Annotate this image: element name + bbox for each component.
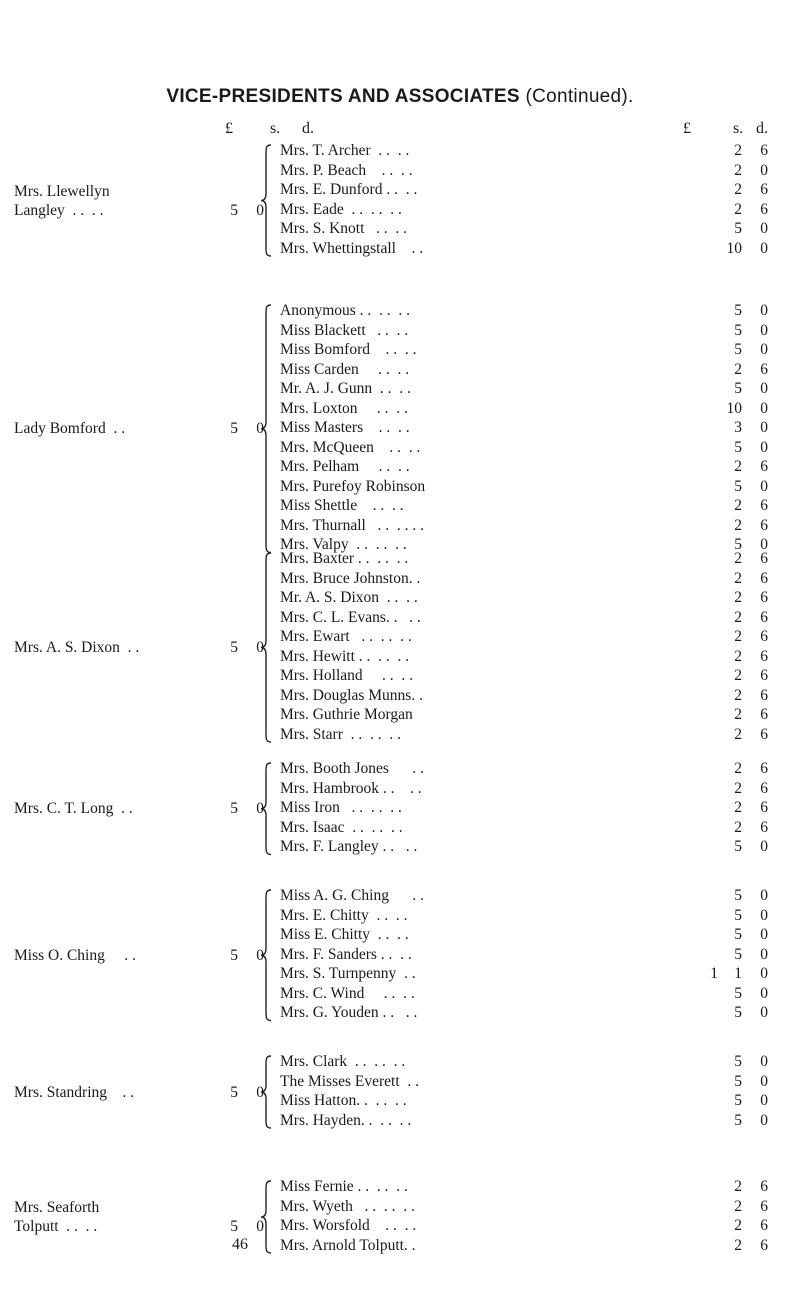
associate-shillings: 2 [734, 725, 742, 743]
associate-shillings: 2 [734, 589, 742, 606]
vice-president [0, 182, 280, 220]
vice-president-name: Miss O. Ching . . [14, 946, 136, 964]
associate-row [0, 341, 800, 361]
associate-row [0, 458, 800, 478]
associate-name: Miss Hatton. . . . . . [280, 1092, 407, 1109]
vice-president-name: Langley . . . . [14, 201, 104, 219]
vice-president [0, 419, 280, 438]
associate-pence: 0 [760, 477, 768, 495]
associate-name: Mrs. Worsfold . . . . [280, 1217, 417, 1234]
associate-shillings: 10 [726, 399, 742, 417]
associate-shillings: 2 [734, 516, 742, 534]
associate-pence: 0 [760, 239, 768, 257]
left-shillings-header: s. [270, 120, 281, 137]
associate-name: Mr. A. S. Dixon . . . . [280, 589, 418, 606]
associate-pence: 0 [760, 1053, 768, 1070]
associate-row [0, 1112, 800, 1132]
associate-shillings: 2 [734, 799, 742, 816]
vice-president-name: Mrs. C. T. Long . . [14, 800, 133, 818]
associate-name: Mrs. Hayden. . . . . . [280, 1111, 412, 1129]
left-pence-header: d. [302, 120, 314, 137]
subscription-group [0, 302, 800, 556]
associate-name: Mrs. Loxton . . . . [280, 399, 408, 417]
associate-pence: 0 [760, 1072, 768, 1090]
group-brace [258, 302, 274, 556]
subscription-group [0, 550, 800, 745]
associate-pence: 6 [760, 647, 768, 665]
associate-shillings: 5 [734, 945, 742, 963]
vice-president [0, 1083, 280, 1102]
associate-pence: 0 [760, 536, 768, 553]
group-brace [258, 1053, 274, 1131]
associate-row [0, 965, 800, 985]
associate-name: Miss Blackett . . . . [280, 321, 409, 339]
associate-row [0, 1004, 800, 1024]
associate-name: Mrs. Pelham . . . . [280, 458, 410, 475]
associate-pence: 6 [760, 686, 768, 704]
associate-pence: 0 [760, 1111, 768, 1129]
associate-shillings: 2 [734, 497, 742, 514]
associate-pence: 0 [760, 1004, 768, 1021]
associate-pence: 0 [760, 945, 768, 963]
group-brace [258, 760, 274, 858]
associate-name: Mr. A. J. Gunn . . . . [280, 380, 411, 397]
associate-pence: 6 [760, 550, 768, 567]
associate-row [0, 726, 800, 746]
associate-row [0, 380, 800, 400]
associate-shillings: 5 [734, 1072, 742, 1090]
associate-shillings: 5 [734, 1111, 742, 1129]
vice-president [0, 946, 280, 965]
associate-pence: 6 [760, 760, 768, 777]
associate-shillings: 5 [734, 926, 742, 943]
vice-president-name: Tolputt . . . . [14, 1218, 98, 1235]
associate-row [0, 550, 800, 570]
associate-row [0, 907, 800, 927]
associate-pence: 0 [760, 926, 768, 943]
associate-name: Mrs. F. Langley . . . . [280, 838, 418, 855]
page-title [0, 86, 800, 108]
associate-row [0, 706, 800, 726]
associate-shillings: 5 [734, 380, 742, 397]
subscription-group [0, 760, 800, 858]
associate-pence: 0 [760, 906, 768, 924]
associate-name: Miss Carden . . . . [280, 360, 410, 378]
associate-shillings: 2 [734, 1236, 742, 1254]
associate-name: Mrs. Hewitt . . . . . . [280, 647, 410, 665]
vice-president-name: Mrs. Standring . . [14, 1083, 135, 1101]
associate-pence: 0 [760, 438, 768, 456]
associate-row [0, 667, 800, 687]
vice-president-name: Mrs. Llewellyn [14, 182, 110, 200]
associate-shillings: 2 [734, 628, 742, 645]
associate-pence: 0 [760, 341, 768, 358]
associate-name: Mrs. Wyeth . . . . . . [280, 1197, 415, 1215]
vice-president-shillings: 5 [230, 420, 238, 438]
associate-shillings: 3 [734, 419, 742, 436]
associate-shillings: 5 [734, 887, 742, 904]
associate-name: Mrs. E. Chitty . . . . [280, 906, 408, 924]
associate-name: Miss Fernie . . . . . . [280, 1178, 408, 1195]
associate-row [0, 240, 800, 260]
vice-president-pence: 0 [256, 946, 264, 964]
associate-shillings: 2 [734, 161, 742, 179]
associate-name: Mrs. Hambrook . . . . [280, 779, 422, 797]
associate-name: Mrs. T. Archer . . . . [280, 142, 410, 159]
associate-name: Miss Iron . . . . . . [280, 799, 402, 816]
associate-row [0, 220, 800, 240]
group-brace [258, 142, 274, 259]
vice-president [0, 1198, 280, 1236]
subscription-group [0, 1053, 800, 1131]
associate-name: Miss A. G. Ching . . [280, 887, 424, 904]
associate-pence: 6 [760, 1197, 768, 1215]
associate-shillings: 5 [734, 477, 742, 495]
associate-name: Mrs. Booth Jones . . [280, 760, 424, 777]
vice-president-shillings: 5 [230, 1218, 238, 1235]
associate-row [0, 162, 800, 182]
vice-president-pence: 0 [256, 420, 264, 438]
associate-pence: 6 [760, 799, 768, 816]
associate-shillings: 2 [734, 200, 742, 218]
associate-shillings: 2 [734, 706, 742, 723]
associate-pence: 0 [760, 399, 768, 417]
associate-pence: 0 [760, 838, 768, 855]
associate-name: Mrs. E. Dunford . . . . [280, 181, 418, 198]
associate-row [0, 609, 800, 629]
associate-row [0, 1053, 800, 1073]
associate-shillings: 5 [734, 321, 742, 339]
associate-pence: 6 [760, 458, 768, 475]
associate-row [0, 400, 800, 420]
associate-shillings: 2 [734, 458, 742, 475]
associate-name: Mrs. S. Knott . . . . [280, 220, 408, 237]
right-pence-header: d. [756, 120, 768, 137]
associate-name: Mrs. F. Sanders . . . . [280, 945, 412, 963]
associate-shillings: 2 [734, 569, 742, 587]
associate-row [0, 780, 800, 800]
right-pounds-header: £ [683, 120, 691, 137]
associate-name: Mrs. Ewart . . . . . . [280, 628, 412, 645]
associate-name: Mrs. Baxter . . . . . . [280, 550, 409, 567]
vice-president-pence: 0 [256, 1083, 264, 1101]
associate-row [0, 142, 800, 162]
group-brace [258, 887, 274, 1024]
associate-pence: 6 [760, 142, 768, 159]
title-main: VICE-PRESIDENTS AND ASSOCIATES [166, 86, 520, 107]
associate-name: Mrs. Clark . . . . . . [280, 1053, 406, 1070]
associate-shillings: 2 [734, 818, 742, 836]
associate-name: Mrs. P. Beach . . . . [280, 161, 413, 179]
associate-row [0, 570, 800, 590]
associate-name: Mrs. Thurnall . . . . . . [280, 516, 424, 534]
group-brace [258, 550, 274, 745]
associate-shillings: 2 [734, 1217, 742, 1234]
vice-president-shillings: 5 [230, 946, 238, 964]
associate-pence: 6 [760, 1178, 768, 1195]
associate-name: Miss Bomford . . . . [280, 341, 417, 358]
associate-shillings: 2 [734, 686, 742, 704]
associate-name: Miss E. Chitty . . . . [280, 926, 409, 943]
associate-name: Mrs. Douglas Munns. . [280, 686, 423, 704]
associate-row [0, 1178, 800, 1198]
associate-shillings: 2 [734, 142, 742, 159]
associate-pence: 0 [760, 161, 768, 179]
vice-president-shillings: 5 [230, 201, 238, 219]
associate-name: Mrs. S. Turnpenny . . [280, 965, 416, 982]
associate-row [0, 478, 800, 498]
associate-pence: 0 [760, 220, 768, 237]
associate-shillings: 5 [734, 984, 742, 1002]
associate-name: Mrs. Arnold Tolputt. . [280, 1236, 416, 1254]
associate-shillings: 5 [734, 438, 742, 456]
associate-shillings: 2 [734, 608, 742, 626]
associate-row [0, 819, 800, 839]
subscription-group [0, 887, 800, 1024]
associate-pence: 0 [760, 302, 768, 319]
associate-name: Mrs. C. Wind . . . . [280, 984, 415, 1002]
associate-name: Mrs. Holland . . . . [280, 667, 414, 684]
page-number: 46 [232, 1236, 248, 1253]
associate-shillings: 2 [734, 360, 742, 378]
associate-shillings: 5 [734, 302, 742, 319]
associate-pence: 0 [760, 419, 768, 436]
associate-name: Mrs. Valpy . . . . . . [280, 536, 407, 553]
associate-name: Miss Masters . . . . [280, 419, 410, 436]
associate-pence: 6 [760, 360, 768, 378]
associate-row [0, 926, 800, 946]
subscription-group [0, 142, 800, 259]
title-continued: (Continued). [525, 86, 634, 107]
associate-name: Mrs. Whettingstall . . [280, 239, 424, 257]
associate-shillings: 2 [734, 1197, 742, 1215]
associate-row [0, 497, 800, 517]
vice-president-pence: 0 [256, 639, 264, 656]
associate-name: Miss Shettle . . . . [280, 497, 404, 514]
associate-row [0, 838, 800, 858]
vice-president-name: Lady Bomford . . [14, 420, 126, 438]
associate-shillings: 2 [734, 1178, 742, 1195]
associate-shillings: 1 [734, 965, 742, 982]
vice-president-pence: 0 [256, 201, 264, 219]
associate-pence: 6 [760, 569, 768, 587]
vice-president-name: Mrs. A. S. Dixon . . [14, 639, 140, 656]
associate-pence: 6 [760, 706, 768, 723]
associate-shillings: 5 [734, 341, 742, 358]
associate-pence: 0 [760, 1092, 768, 1109]
associate-shillings: 10 [726, 239, 742, 257]
associate-row [0, 517, 800, 537]
associate-pence: 0 [760, 887, 768, 904]
associate-row [0, 687, 800, 707]
associate-row [0, 760, 800, 780]
vice-president [0, 638, 280, 657]
associate-pence: 0 [760, 984, 768, 1002]
associate-pence: 6 [760, 818, 768, 836]
associate-row [0, 302, 800, 322]
associate-pence: 6 [760, 628, 768, 645]
associate-shillings: 2 [734, 550, 742, 567]
associate-shillings: 5 [734, 838, 742, 855]
right-shillings-header: s. [733, 120, 744, 137]
associate-row [0, 361, 800, 381]
associate-pence: 6 [760, 181, 768, 198]
vice-president-shillings: 5 [230, 1083, 238, 1101]
associate-name: Mrs. Purefoy Robinson [280, 477, 426, 495]
associate-name: Mrs. C. L. Evans. . . . [280, 608, 421, 626]
vice-president-shillings: 5 [230, 800, 238, 818]
associate-name: Mrs. Bruce Johnston. . [280, 569, 421, 587]
associate-shillings: 5 [734, 1053, 742, 1070]
associate-name: Mrs. Guthrie Morgan [280, 706, 413, 723]
associate-pence: 0 [760, 321, 768, 339]
associate-row [0, 322, 800, 342]
associate-name: Mrs. Isaac . . . . . . [280, 818, 403, 836]
associate-shillings: 5 [734, 220, 742, 237]
associate-row [0, 439, 800, 459]
associate-shillings: 5 [734, 906, 742, 924]
associate-pence: 6 [760, 1217, 768, 1234]
associate-pence: 6 [760, 779, 768, 797]
associate-shillings: 2 [734, 760, 742, 777]
vice-president-shillings: 5 [230, 639, 238, 656]
associate-row [0, 589, 800, 609]
vice-president-pence: 0 [256, 800, 264, 818]
associate-pence: 6 [760, 608, 768, 626]
associate-pence: 0 [760, 380, 768, 397]
associate-shillings: 5 [734, 1004, 742, 1021]
vice-president [0, 799, 280, 818]
associate-pence: 6 [760, 667, 768, 684]
associate-name: Mrs. Starr . . . . . . [280, 725, 401, 743]
associate-shillings: 2 [734, 181, 742, 198]
associate-pence: 0 [760, 965, 768, 982]
associate-shillings: 2 [734, 667, 742, 684]
associate-pence: 6 [760, 725, 768, 743]
vice-president-name: Mrs. Seaforth [14, 1199, 100, 1216]
associate-pence: 6 [760, 1236, 768, 1254]
associate-name: Anonymous . . . . . . [280, 302, 411, 319]
associate-pence: 6 [760, 589, 768, 606]
associate-name: Mrs. Eade . . . . . . [280, 200, 402, 218]
associate-name: Mrs. G. Youden . . . . [280, 1004, 418, 1021]
associate-shillings: 5 [734, 536, 742, 553]
associate-pounds: 1 [710, 965, 718, 982]
associate-name: Mrs. McQueen . . . . [280, 438, 421, 456]
associate-name: The Misses Everett . . [280, 1072, 420, 1090]
associate-pence: 6 [760, 497, 768, 514]
associate-row [0, 985, 800, 1005]
associate-pence: 6 [760, 200, 768, 218]
associate-row [0, 887, 800, 907]
associate-shillings: 5 [734, 1092, 742, 1109]
associate-shillings: 2 [734, 647, 742, 665]
vice-president-pence: 0 [256, 1218, 264, 1235]
left-pounds-header: £ [225, 120, 233, 137]
associate-shillings: 2 [734, 779, 742, 797]
associate-pence: 6 [760, 516, 768, 534]
